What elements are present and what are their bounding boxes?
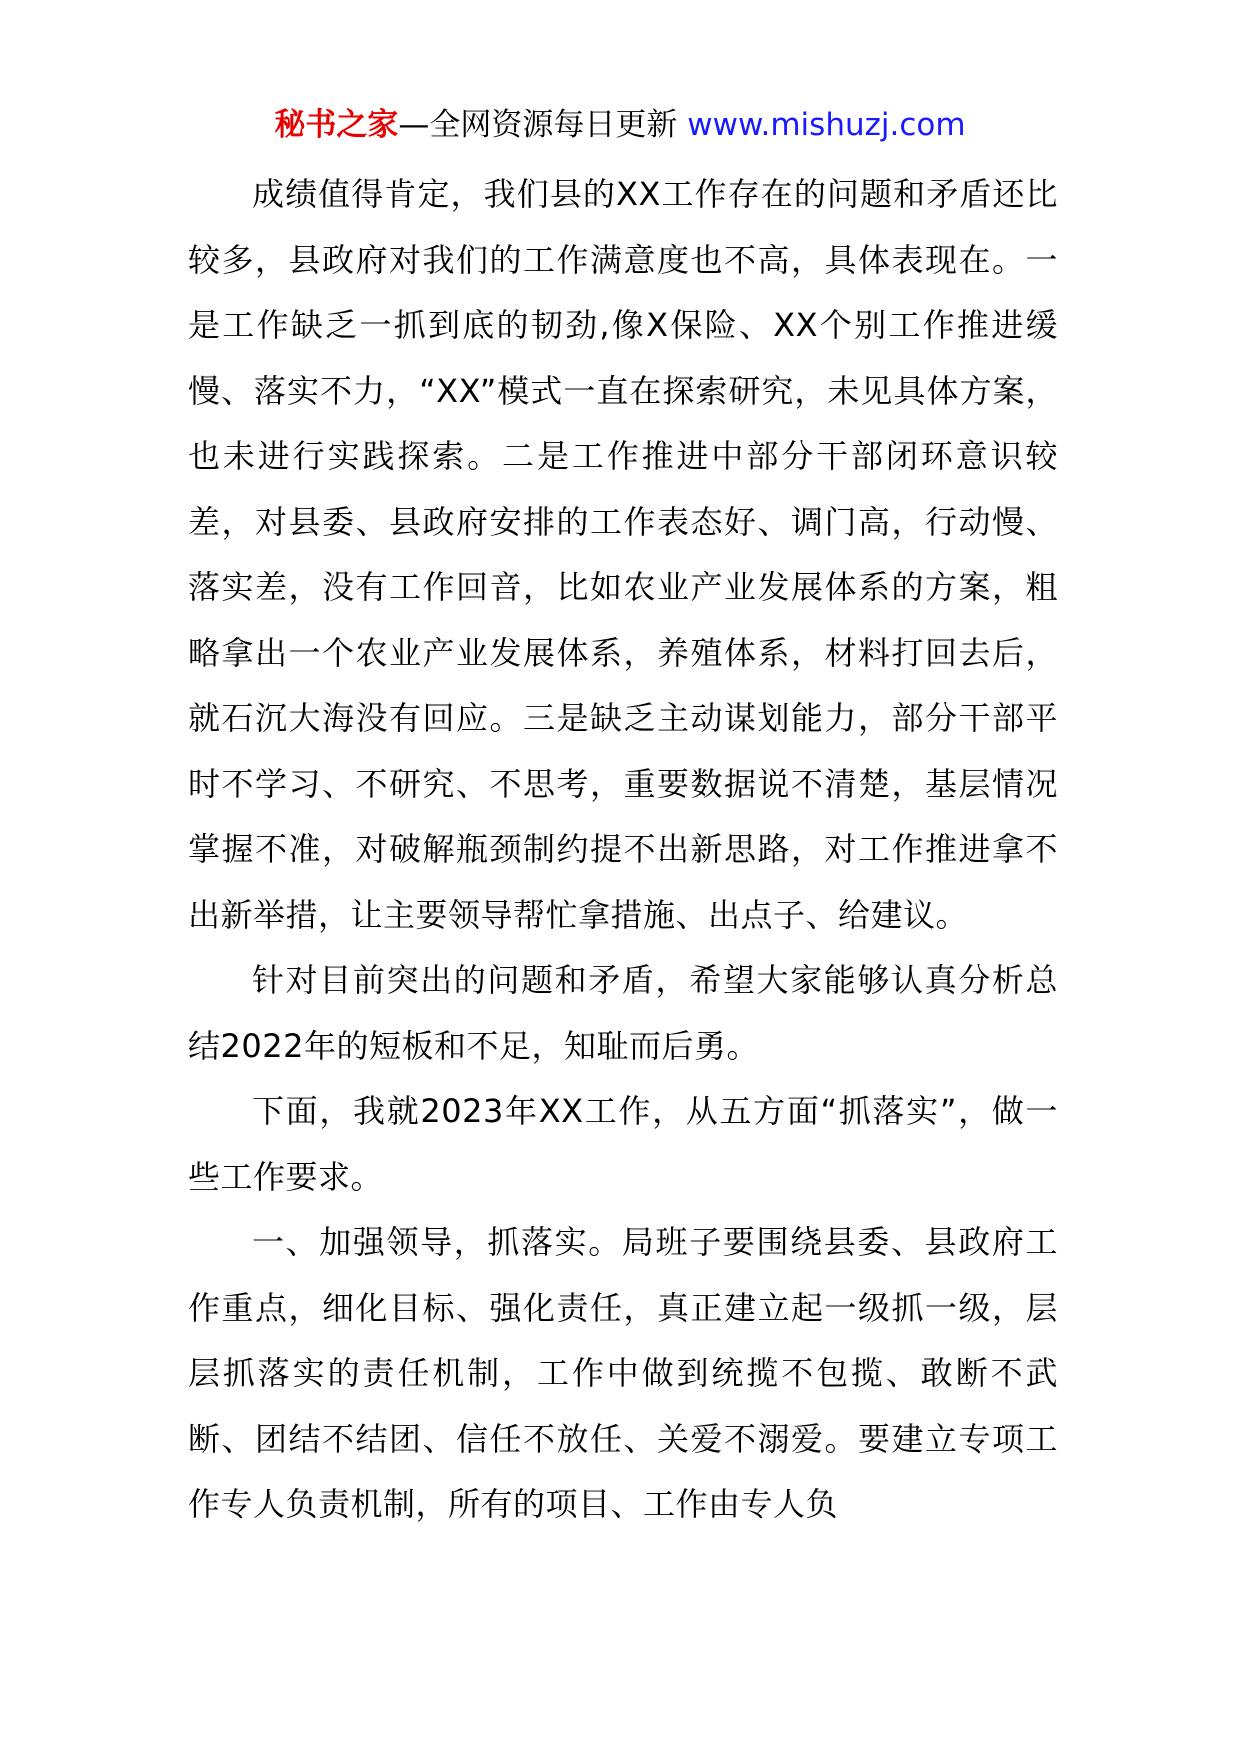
site-slogan: —全网资源每日更新	[398, 107, 688, 143]
site-header	[0, 103, 1240, 147]
site-url-link[interactable]: www.mishuzj.com	[687, 107, 966, 143]
paragraph-summary: 针对目前突出的问题和矛盾，希望大家能够认真分析总结2022年的短板和不足，知耻而后勇。	[188, 961, 1058, 1065]
paragraph-requirements-intro: 下面，我就2023年XX工作，从五方面“抓落实”，做一些工作要求。	[188, 1092, 1058, 1196]
document-body	[188, 162, 1058, 1538]
site-brand: 秘书之家	[274, 107, 399, 143]
paragraph-problems: 成绩值得肯定，我们县的XX工作存在的问题和矛盾还比较多，县政府对我们的工作满意度也不高，具体表现在。一是工作缺乏一抓到底的韧劲,像X保险、XX个别工作推进缓慢、落实不力，“XX”模式一直在探索研究，未见具体方案，也未进行实践探索。二是工作推进中部分干部闭环意识较差，对县委、县政府安排的工作表态好、调门高，行动慢、落实差，没有工作回音，比如农业产业发展体系的方案，粗略拿出一个农业产业发展体系，养殖体系，材料打回去后，就石沉大海没有回应。三是缺乏主动谋划能力，部分干部平时不学习、不研究、不思考，重要数据说不清楚，基层情况掌握不准，对破解瓶颈制约提不出新思路，对工作推进拿不出新举措，让主要领导帮忙拿措施、出点子、给建议。	[188, 175, 1058, 934]
paragraph-leadership: 一、加强领导，抓落实。局班子要围绕县委、县政府工作重点，细化目标、强化责任，真正建立起一级抓一级，层层抓落实的责任机制，工作中做到统揽不包揽、敢断不武断、团结不结团、信任不放任、关爱不溺爱。要建立专项工作专人负责机制，所有的项目、工作由专人负	[188, 1223, 1058, 1523]
